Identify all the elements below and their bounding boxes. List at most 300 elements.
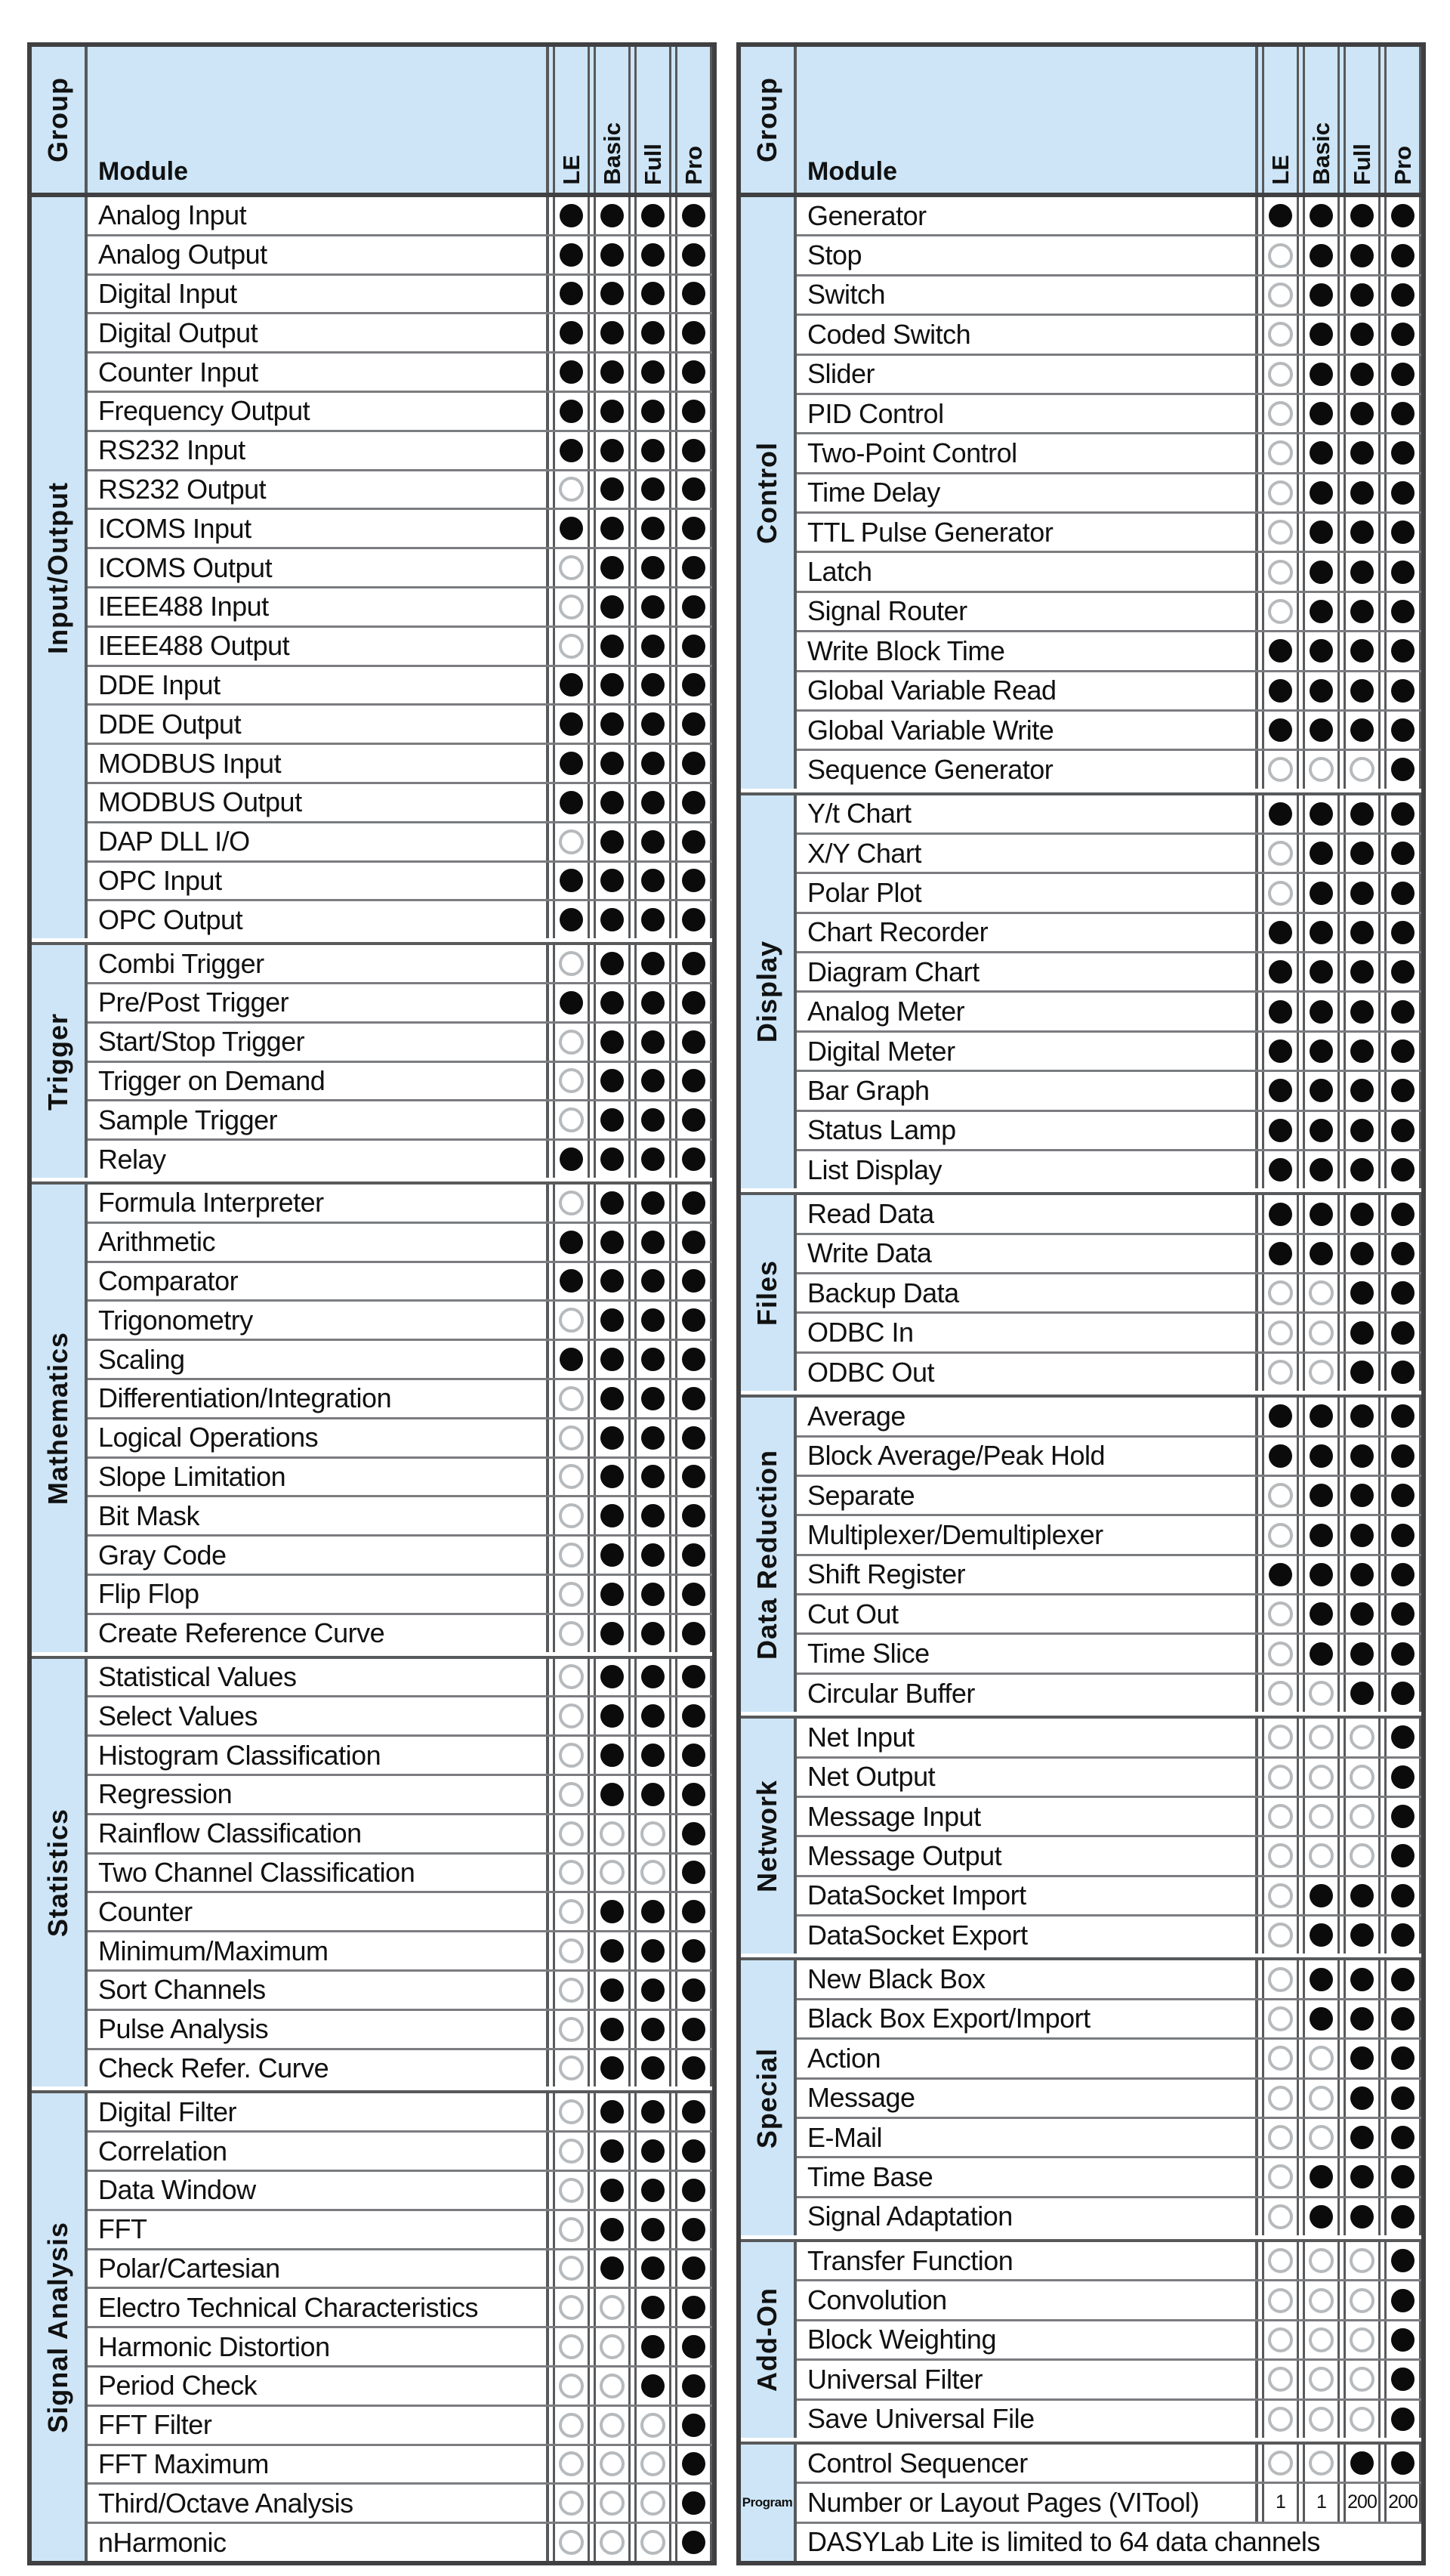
included-dot-basic [1310, 1242, 1333, 1265]
included-dot-basic [1310, 1884, 1333, 1907]
availability-cell-le [553, 197, 590, 234]
availability-cell-le [1262, 953, 1299, 990]
availability-cell-full [634, 1893, 671, 1930]
included-dot-full [1350, 481, 1374, 505]
availability-cell-full [634, 706, 671, 743]
module-row-rs232-input [88, 430, 712, 469]
group-label: Statistics [42, 1808, 73, 1938]
edition-column-header-full [1344, 47, 1381, 193]
module-row-icoms-input [88, 508, 712, 547]
availability-cell-le [1262, 514, 1299, 551]
module-header-label: Module [807, 157, 897, 186]
availability-cell-pro [675, 1776, 712, 1813]
not-included-dot-le [1268, 1483, 1293, 1508]
included-dot-full [1350, 1203, 1374, 1226]
not-included-dot-le [559, 477, 584, 502]
availability-cell-le [553, 1341, 590, 1378]
not-included-dot-le [1268, 2164, 1293, 2189]
included-dot-pro [1391, 679, 1415, 703]
module-row-multiplexer-demultiplexer [797, 1514, 1421, 1553]
availability-cell-full [634, 1497, 671, 1534]
included-dot-le [560, 1269, 583, 1293]
group-section-control [741, 197, 1421, 789]
availability-cell-le [1262, 474, 1299, 511]
availability-cell-pro [1384, 2484, 1421, 2521]
included-dot-full [641, 1147, 665, 1171]
included-dot-basic [1310, 842, 1333, 865]
included-dot-pro [682, 1108, 705, 1132]
included-dot-full [1350, 1321, 1374, 1345]
included-dot-pro [682, 2100, 705, 2124]
included-dot-pro [682, 1583, 705, 1606]
included-dot-pro [1391, 1158, 1415, 1181]
edition-column-header-le [1262, 47, 1299, 193]
availability-cell-le [553, 863, 590, 900]
module-row-data-window [88, 2170, 712, 2209]
availability-cell-le [1262, 197, 1299, 234]
included-dot-basic [600, 204, 624, 227]
availability-cell-full [634, 1419, 671, 1456]
availability-cell-basic [594, 549, 631, 586]
availability-cell-pro [1384, 514, 1421, 551]
availability-cell-le [1262, 2401, 1299, 2438]
availability-cell-pro [675, 2250, 712, 2287]
availability-cell-pro [675, 823, 712, 860]
included-dot-pro [682, 1861, 705, 1884]
included-dot-basic [1310, 244, 1333, 267]
included-dot-basic [600, 321, 624, 344]
module-column-header [88, 47, 549, 193]
included-dot-pro [682, 2018, 705, 2041]
availability-cell-le [1262, 2321, 1299, 2358]
module-row-two-channel-classification [88, 1852, 712, 1892]
availability-cell-full [1344, 316, 1381, 353]
included-dot-full [1350, 1158, 1374, 1181]
availability-cell-full [1344, 1398, 1381, 1435]
availability-cell-basic [594, 197, 631, 234]
included-dot-basic [1310, 1484, 1333, 1507]
included-dot-basic [600, 2056, 624, 2080]
availability-cell-pro [1384, 2198, 1421, 2235]
module-name-cell: PID Control [797, 395, 1258, 432]
availability-cell-full [1344, 356, 1381, 393]
group-label: Signal Analysis [42, 2221, 73, 2433]
included-dot-pro [1391, 1642, 1415, 1666]
availability-cell-pro [675, 1302, 712, 1339]
group-cell-control [741, 197, 797, 789]
module-name-cell: RS232 Output [88, 471, 549, 508]
included-dot-full [1350, 1242, 1374, 1265]
not-included-dot-basic [1309, 2367, 1334, 2392]
availability-cell-full [1344, 1195, 1381, 1232]
module-row-latch [797, 551, 1421, 590]
included-dot-full [641, 1348, 665, 1371]
availability-cell-le [1262, 1516, 1299, 1553]
availability-cell-full [634, 549, 671, 586]
availability-cell-pro [1384, 1837, 1421, 1874]
availability-cell-le [553, 354, 590, 391]
module-name-cell: DDE Input [88, 667, 549, 704]
availability-cell-basic [1303, 1798, 1340, 1835]
group-cell-special [741, 1960, 797, 2235]
module-row-coded-switch [797, 314, 1421, 353]
availability-cell-le [553, 1537, 590, 1574]
availability-cell-basic [1303, 2361, 1340, 2398]
module-row-transfer-function [797, 2242, 1421, 2279]
not-included-dot-basic [1309, 1725, 1334, 1750]
module-name-cell: Combi Trigger [88, 945, 549, 982]
included-dot-pro [682, 1783, 705, 1806]
included-dot-full [641, 1900, 665, 1923]
module-name-cell: ICOMS Input [88, 510, 549, 547]
availability-cell-pro [675, 2407, 712, 2444]
availability-cell-le [1262, 434, 1299, 471]
included-dot-basic [1310, 481, 1333, 505]
availability-cell-basic [1303, 1635, 1340, 1672]
availability-cell-full [634, 2328, 671, 2365]
included-dot-basic [600, 830, 624, 854]
included-dot-pro [1391, 718, 1415, 742]
availability-cell-basic [594, 1697, 631, 1734]
included-dot-full [1350, 802, 1374, 826]
included-dot-pro [1391, 802, 1415, 826]
availability-cell-le [1262, 1917, 1299, 1954]
included-dot-basic [600, 2218, 624, 2241]
availability-cell-pro [675, 1101, 712, 1138]
included-dot-pro [682, 2452, 705, 2476]
included-dot-pro [1391, 960, 1415, 984]
group-label: Data Reduction [751, 1450, 782, 1660]
availability-cell-full [1344, 993, 1381, 1030]
included-dot-le [560, 321, 583, 344]
group-label: Control [751, 441, 782, 544]
availability-cell-pro [1384, 2281, 1421, 2318]
included-dot-full [641, 1426, 665, 1450]
module-row-harmonic-distortion [88, 2326, 712, 2365]
availability-cell-le [1262, 751, 1299, 788]
availability-cell-le [1262, 1314, 1299, 1351]
availability-cell-basic [594, 588, 631, 625]
availability-cell-pro [675, 1855, 712, 1892]
not-included-dot-le [1268, 520, 1293, 545]
group-section-program [741, 2442, 1421, 2561]
availability-cell-basic [594, 984, 631, 1021]
module-name-cell: Counter Input [88, 354, 549, 391]
included-dot-basic [1310, 882, 1333, 905]
included-dot-le [1269, 1404, 1292, 1428]
availability-cell-full [634, 1024, 671, 1061]
included-dot-pro [682, 400, 705, 423]
availability-cell-pro [1384, 2361, 1421, 2398]
module-row-write-data [797, 1233, 1421, 1272]
module-name-cell: OPC Input [88, 863, 549, 900]
included-dot-le [1269, 1079, 1292, 1102]
included-dot-full [1350, 1361, 1374, 1384]
availability-cell-full [634, 1972, 671, 2009]
module-name-cell: TTL Pulse Generator [797, 514, 1258, 551]
module-row-x-y-chart [797, 832, 1421, 872]
availability-cell-pro [675, 432, 712, 469]
availability-cell-full [1344, 1438, 1381, 1475]
included-dot-full [1350, 1968, 1374, 1991]
availability-cell-le [553, 1024, 590, 1061]
module-name-cell: Start/Stop Trigger [88, 1024, 549, 1061]
not-included-dot-le [559, 2056, 584, 2080]
group-rows [797, 795, 1421, 1189]
availability-cell-full [634, 2133, 671, 2170]
group-label: Input/Output [42, 481, 73, 654]
module-name-cell: Net Output [797, 1759, 1258, 1796]
not-included-dot-le [559, 2178, 584, 2203]
availability-cell-pro [1384, 593, 1421, 630]
included-dot-full [641, 2218, 665, 2241]
included-dot-le [1269, 1444, 1292, 1468]
not-included-dot-le [559, 1107, 584, 1132]
group-rows [88, 1659, 712, 2087]
module-row-control-sequencer [797, 2445, 1421, 2482]
availability-cell-basic [1303, 1556, 1340, 1593]
included-dot-full [1350, 2165, 1374, 2188]
availability-cell-full [1344, 514, 1381, 551]
module-name-cell: Block Average/Peak Hold [797, 1438, 1258, 1475]
included-dot-basic [600, 2018, 624, 2041]
included-dot-full [641, 321, 665, 344]
included-dot-pro [1391, 1524, 1415, 1547]
module-row-signal-adaptation [797, 2196, 1421, 2235]
group-section-signal-analysis [32, 2090, 712, 2561]
availability-cell-basic [1303, 2198, 1340, 2235]
included-dot-full [641, 2256, 665, 2280]
module-name-cell: Differentiation/Integration [88, 1380, 549, 1417]
included-dot-full [641, 2374, 665, 2398]
module-comparison-table-right [736, 42, 1426, 2565]
included-dot-basic [1310, 1642, 1333, 1666]
availability-cell-basic [594, 236, 631, 273]
not-included-dot-le [559, 1860, 584, 1885]
included-dot-basic [600, 1622, 624, 1645]
availability-cell-pro [675, 510, 712, 547]
availability-cell-full [634, 432, 671, 469]
included-dot-le [1269, 718, 1292, 742]
availability-cell-full [634, 945, 671, 982]
module-row-status-lamp [797, 1110, 1421, 1149]
included-dot-basic [1310, 1524, 1333, 1547]
availability-cell-basic [1303, 835, 1340, 872]
included-dot-basic [1310, 402, 1333, 425]
included-dot-full [641, 1504, 665, 1527]
included-dot-full [1350, 1119, 1374, 1142]
availability-cell-full [634, 1615, 671, 1652]
availability-cell-pro [675, 1932, 712, 1969]
group-section-trigger [32, 942, 712, 1178]
included-dot-full [1350, 1039, 1374, 1063]
availability-cell-le [553, 2250, 590, 2287]
not-included-dot-le [1268, 1602, 1293, 1626]
not-included-dot-le [1268, 881, 1293, 906]
included-dot-basic [600, 1231, 624, 1254]
module-name-cell: MODBUS Input [88, 745, 549, 782]
availability-cell-pro [1384, 1798, 1421, 1835]
not-included-dot-le [559, 1191, 584, 1215]
included-dot-pro [1391, 1361, 1415, 1384]
included-dot-pro [682, 1426, 705, 1450]
availability-cell-basic [594, 2093, 631, 2130]
group-label: Add-On [751, 2287, 782, 2392]
availability-cell-full [1344, 2401, 1381, 2438]
module-row-message [797, 2077, 1421, 2117]
included-dot-pro [1391, 882, 1415, 905]
availability-cell-basic [1303, 356, 1340, 393]
included-dot-full [1350, 1281, 1374, 1305]
module-row-read-data [797, 1195, 1421, 1232]
module-name-cell: Flip Flop [88, 1576, 549, 1613]
availability-cell-le [553, 1224, 590, 1261]
included-dot-pro [682, 321, 705, 344]
availability-cell-basic [594, 2328, 631, 2365]
availability-cell-basic [1303, 1595, 1340, 1632]
module-name-cell: Pre/Post Trigger [88, 984, 549, 1021]
included-dot-le [560, 712, 583, 736]
included-dot-pro [1391, 1484, 1415, 1507]
group-rows [797, 197, 1421, 789]
availability-cell-basic [594, 1659, 631, 1696]
module-row-ieee488-input [88, 586, 712, 625]
included-dot-pro [682, 908, 705, 931]
availability-cell-le [1262, 1635, 1299, 1672]
included-dot-full [641, 1583, 665, 1606]
group-rows [88, 197, 712, 938]
included-dot-pro [1391, 1923, 1415, 1947]
not-included-dot-le [1268, 2086, 1293, 2111]
module-row-counter [88, 1891, 712, 1930]
availability-cell-pro [1384, 434, 1421, 471]
availability-cell-full [634, 1576, 671, 1613]
availability-cell-le [1262, 2361, 1299, 2398]
not-included-dot-full [1350, 2248, 1374, 2273]
availability-cell-le [553, 1263, 590, 1300]
included-dot-le [1269, 1158, 1292, 1181]
availability-cell-basic [1303, 474, 1340, 511]
module-name-cell: Check Refer. Curve [88, 2050, 549, 2087]
table-body [32, 197, 712, 2561]
included-dot-full [1350, 1682, 1374, 1705]
included-dot-full [641, 1387, 665, 1410]
availability-cell-basic [594, 2133, 631, 2170]
included-dot-pro [682, 1069, 705, 1092]
availability-cell-pro [675, 2093, 712, 2130]
availability-cell-full [634, 823, 671, 860]
group-rows [88, 945, 712, 1178]
included-dot-pro [682, 1543, 705, 1567]
availability-cell-full [634, 1380, 671, 1417]
included-dot-full [1350, 363, 1374, 386]
included-dot-pro [1391, 1281, 1415, 1305]
availability-cell-full [1344, 197, 1381, 234]
module-row-digital-meter [797, 1030, 1421, 1070]
availability-cell-full [634, 276, 671, 313]
included-dot-pro [682, 1744, 705, 1767]
availability-cell-pro [1384, 395, 1421, 432]
value-text-full: 200 [1347, 2491, 1377, 2513]
availability-cell-le [553, 628, 590, 665]
availability-cell-pro [675, 1815, 712, 1852]
availability-cell-pro [675, 2446, 712, 2483]
availability-cell-pro [1384, 1033, 1421, 1070]
included-dot-basic [600, 1665, 624, 1688]
availability-cell-full [634, 784, 671, 821]
module-name-cell: Sequence Generator [797, 751, 1258, 788]
availability-cell-full [1344, 1635, 1381, 1672]
availability-cell-basic [1303, 2080, 1340, 2117]
module-row-cut-out [797, 1593, 1421, 1632]
included-dot-pro [682, 1147, 705, 1171]
module-name-cell: Sort Channels [88, 1972, 549, 2009]
module-name-cell: Correlation [88, 2133, 549, 2170]
group-rows [797, 2242, 1421, 2438]
availability-cell-le [553, 1615, 590, 1652]
availability-cell-le [553, 471, 590, 508]
module-row-polar-cartesian [88, 2248, 712, 2287]
module-name-cell: Regression [88, 1776, 549, 1813]
not-included-dot-le [1268, 841, 1293, 866]
module-row-signal-router [797, 591, 1421, 630]
included-dot-basic [600, 1426, 624, 1450]
module-row-differentiation-integration [88, 1378, 712, 1417]
module-row-counter-input [88, 351, 712, 391]
module-row-action [797, 2037, 1421, 2077]
availability-cell-le [553, 1855, 590, 1892]
availability-cell-pro [675, 2133, 712, 2170]
included-dot-basic [600, 2256, 624, 2280]
included-dot-pro [1391, 402, 1415, 425]
availability-cell-full [634, 1697, 671, 1734]
availability-cell-le [553, 2524, 590, 2561]
not-included-dot-le [1268, 1523, 1293, 1548]
module-name-cell: FFT Maximum [88, 2446, 549, 2483]
availability-cell-le [553, 549, 590, 586]
availability-cell-full [1344, 1112, 1381, 1149]
included-dot-basic [600, 1030, 624, 1054]
module-name-cell: Two-Point Control [797, 434, 1258, 471]
availability-cell-full [1344, 2321, 1381, 2358]
availability-cell-pro [1384, 1556, 1421, 1593]
not-included-dot-full [1350, 2367, 1374, 2392]
included-dot-full [641, 1231, 665, 1254]
included-dot-full [641, 2179, 665, 2202]
included-dot-full [641, 1069, 665, 1092]
included-dot-le [1269, 921, 1292, 944]
availability-cell-le [1262, 1877, 1299, 1914]
included-dot-pro [1391, 441, 1415, 465]
included-dot-pro [1391, 1725, 1415, 1749]
included-dot-basic [1310, 204, 1333, 227]
module-row-electro-technical-characteristics [88, 2287, 712, 2326]
group-label: Network [751, 1780, 782, 1893]
module-name-cell: Control Sequencer [797, 2445, 1258, 2482]
group-column-header [32, 47, 88, 193]
availability-cell-full [1344, 2119, 1381, 2156]
availability-cell-full [1344, 1516, 1381, 1553]
included-dot-basic [600, 869, 624, 892]
availability-cell-le [553, 2407, 590, 2444]
availability-cell-full [1344, 672, 1381, 709]
availability-cell-full [634, 1932, 671, 1969]
availability-cell-full [634, 2050, 671, 2087]
availability-cell-basic [1303, 2040, 1340, 2077]
group-header-label: Group [42, 77, 73, 162]
included-dot-le [560, 439, 583, 462]
availability-cell-le [1262, 672, 1299, 709]
